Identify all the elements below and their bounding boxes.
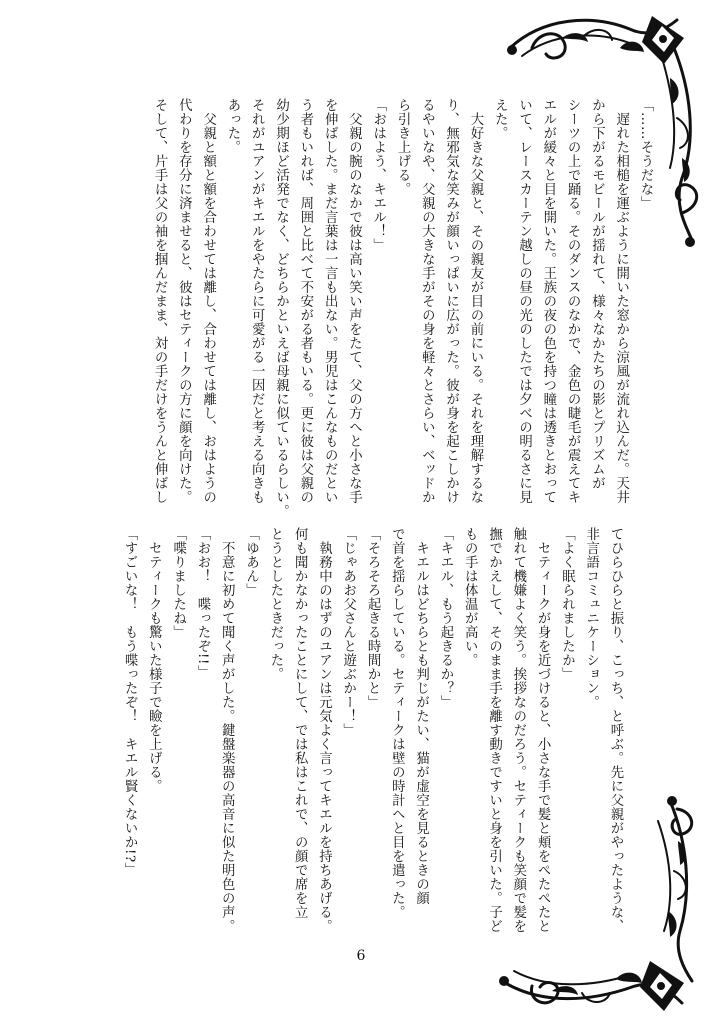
text-line: いて、レースカーテン越しの昼の光のしたでは夕べの明るさに見 [516,98,532,504]
text-line: 代わりを存分に済ませると、彼はセティークの方に顔を向けた。 [176,98,192,504]
text-line: 「おお！ 喋ったぞ!!」 [194,527,210,679]
text-line: 大好きな父親と、その親友が目の前にいる。それを理解するな [467,98,483,504]
upper-text-block [147,98,657,518]
lower-text-block [117,527,627,933]
text-line: 幼少期ほど活発でなく、どちらかといえば母親に似ているらしい。 [273,98,289,518]
text-line: を伸ばした。まだ言葉は一言も出ない。男児はこんなものだとい [322,98,338,504]
text-line: 「喋りましたね」 [170,527,186,639]
text-line: 不意に初めて聞く声がした。鍵盤楽器の高音に似た明色の声。 [219,527,235,933]
text-line: エルが緩々と目を開いた。王族の夜の色を持つ瞳は透きとおって [540,98,556,504]
text-line: シーツの上で踊る。そのダンスのなかで、金色の睫毛が震えてキ [565,98,581,504]
text-line: あった。 [224,98,240,154]
text-line: 父親と額と額を合わせては離し、合わせては離し、おはようの [200,98,216,504]
text-line: 触れて機嫌よく笑う。挨拶なのだろう。セティークも笑顔で髪を [510,527,526,933]
text-line: セティークが身を近づけると、小さな手で髪と頬をぺたぺたと [535,527,551,933]
text-line: 「じゃあお父さんと遊ぶかー！」 [340,527,356,737]
page-number: 6 [356,948,366,964]
text-line: セティークも驚いた様子で瞼を上げる。 [146,527,162,793]
text-line: キエルはどちらとも判じがたい、猫が虚空を見るときの顔 [413,527,429,905]
text-line: 非言語コミュニケーション。 [583,527,599,709]
text-line: るやいなや、父親の大きな手がその身を軽々とさらい、ベッドか [419,98,435,504]
text-line: から下がるモビールが揺れて、様々なかたちの影とプリズムが [589,98,605,490]
text-line: えた。 [492,98,508,140]
text-line: そして、片手は父の袖を掴んだまま、対の手だけをうんと伸ばし [152,98,168,504]
text-line: 「ゆあん」 [243,527,259,597]
text-line: ら引き上げる。 [395,98,411,196]
text-line: とうとしたときだった。 [267,527,283,681]
text-line: 執務中のはずのユアンは元気よく言ってキエルを持ちあげる。 [316,527,332,933]
text-line: 父親の腕のなかで彼は高い笑い声をたて、父の方へと小さな手 [346,98,362,504]
text-line: てひらひらと振り、こっち、と呼ぶ。先に父親がやったような、 [608,527,623,933]
text-line: で首を揺らしている。セティークは壁の時計へと目を遣った。 [389,527,405,919]
text-line: 「キエル、もう起きるか？」 [437,527,453,709]
text-line: 何も聞かなかったことにして、では私はこれで、の顔で席を立 [292,527,308,919]
text-line: 「そろそろ起きる時間かと」 [365,527,381,709]
text-line: り、無邪気な笑みが顔いっぱいに広がった。彼が身を起こしかけ [443,98,459,504]
text-line: 遅れた相槌を運ぶように開いた窓から涼風が流れ込んだ。天井 [613,98,629,504]
text-line: 「よく眠られましたか」 [559,527,575,681]
text-line: う者もいれば、周囲と比べて不安がる者もいる。更に彼は父親の [297,98,313,504]
text-line: それがユアンがキエルをやたらに可愛がる一因だと考える向きも [249,98,265,504]
text-line: 「すごいな！ もう喋ったぞ！ キエル賢くないか!?」 [122,527,138,877]
text-line: 「……そうだな」 [638,98,653,210]
text-line: 撫でかえして、そのまま手を離す動きですいと身を引いた。子ど [486,527,502,933]
text-line: 「おはよう、キエル！」 [370,98,386,252]
text-line: もの手は体温が高い。 [462,527,478,667]
